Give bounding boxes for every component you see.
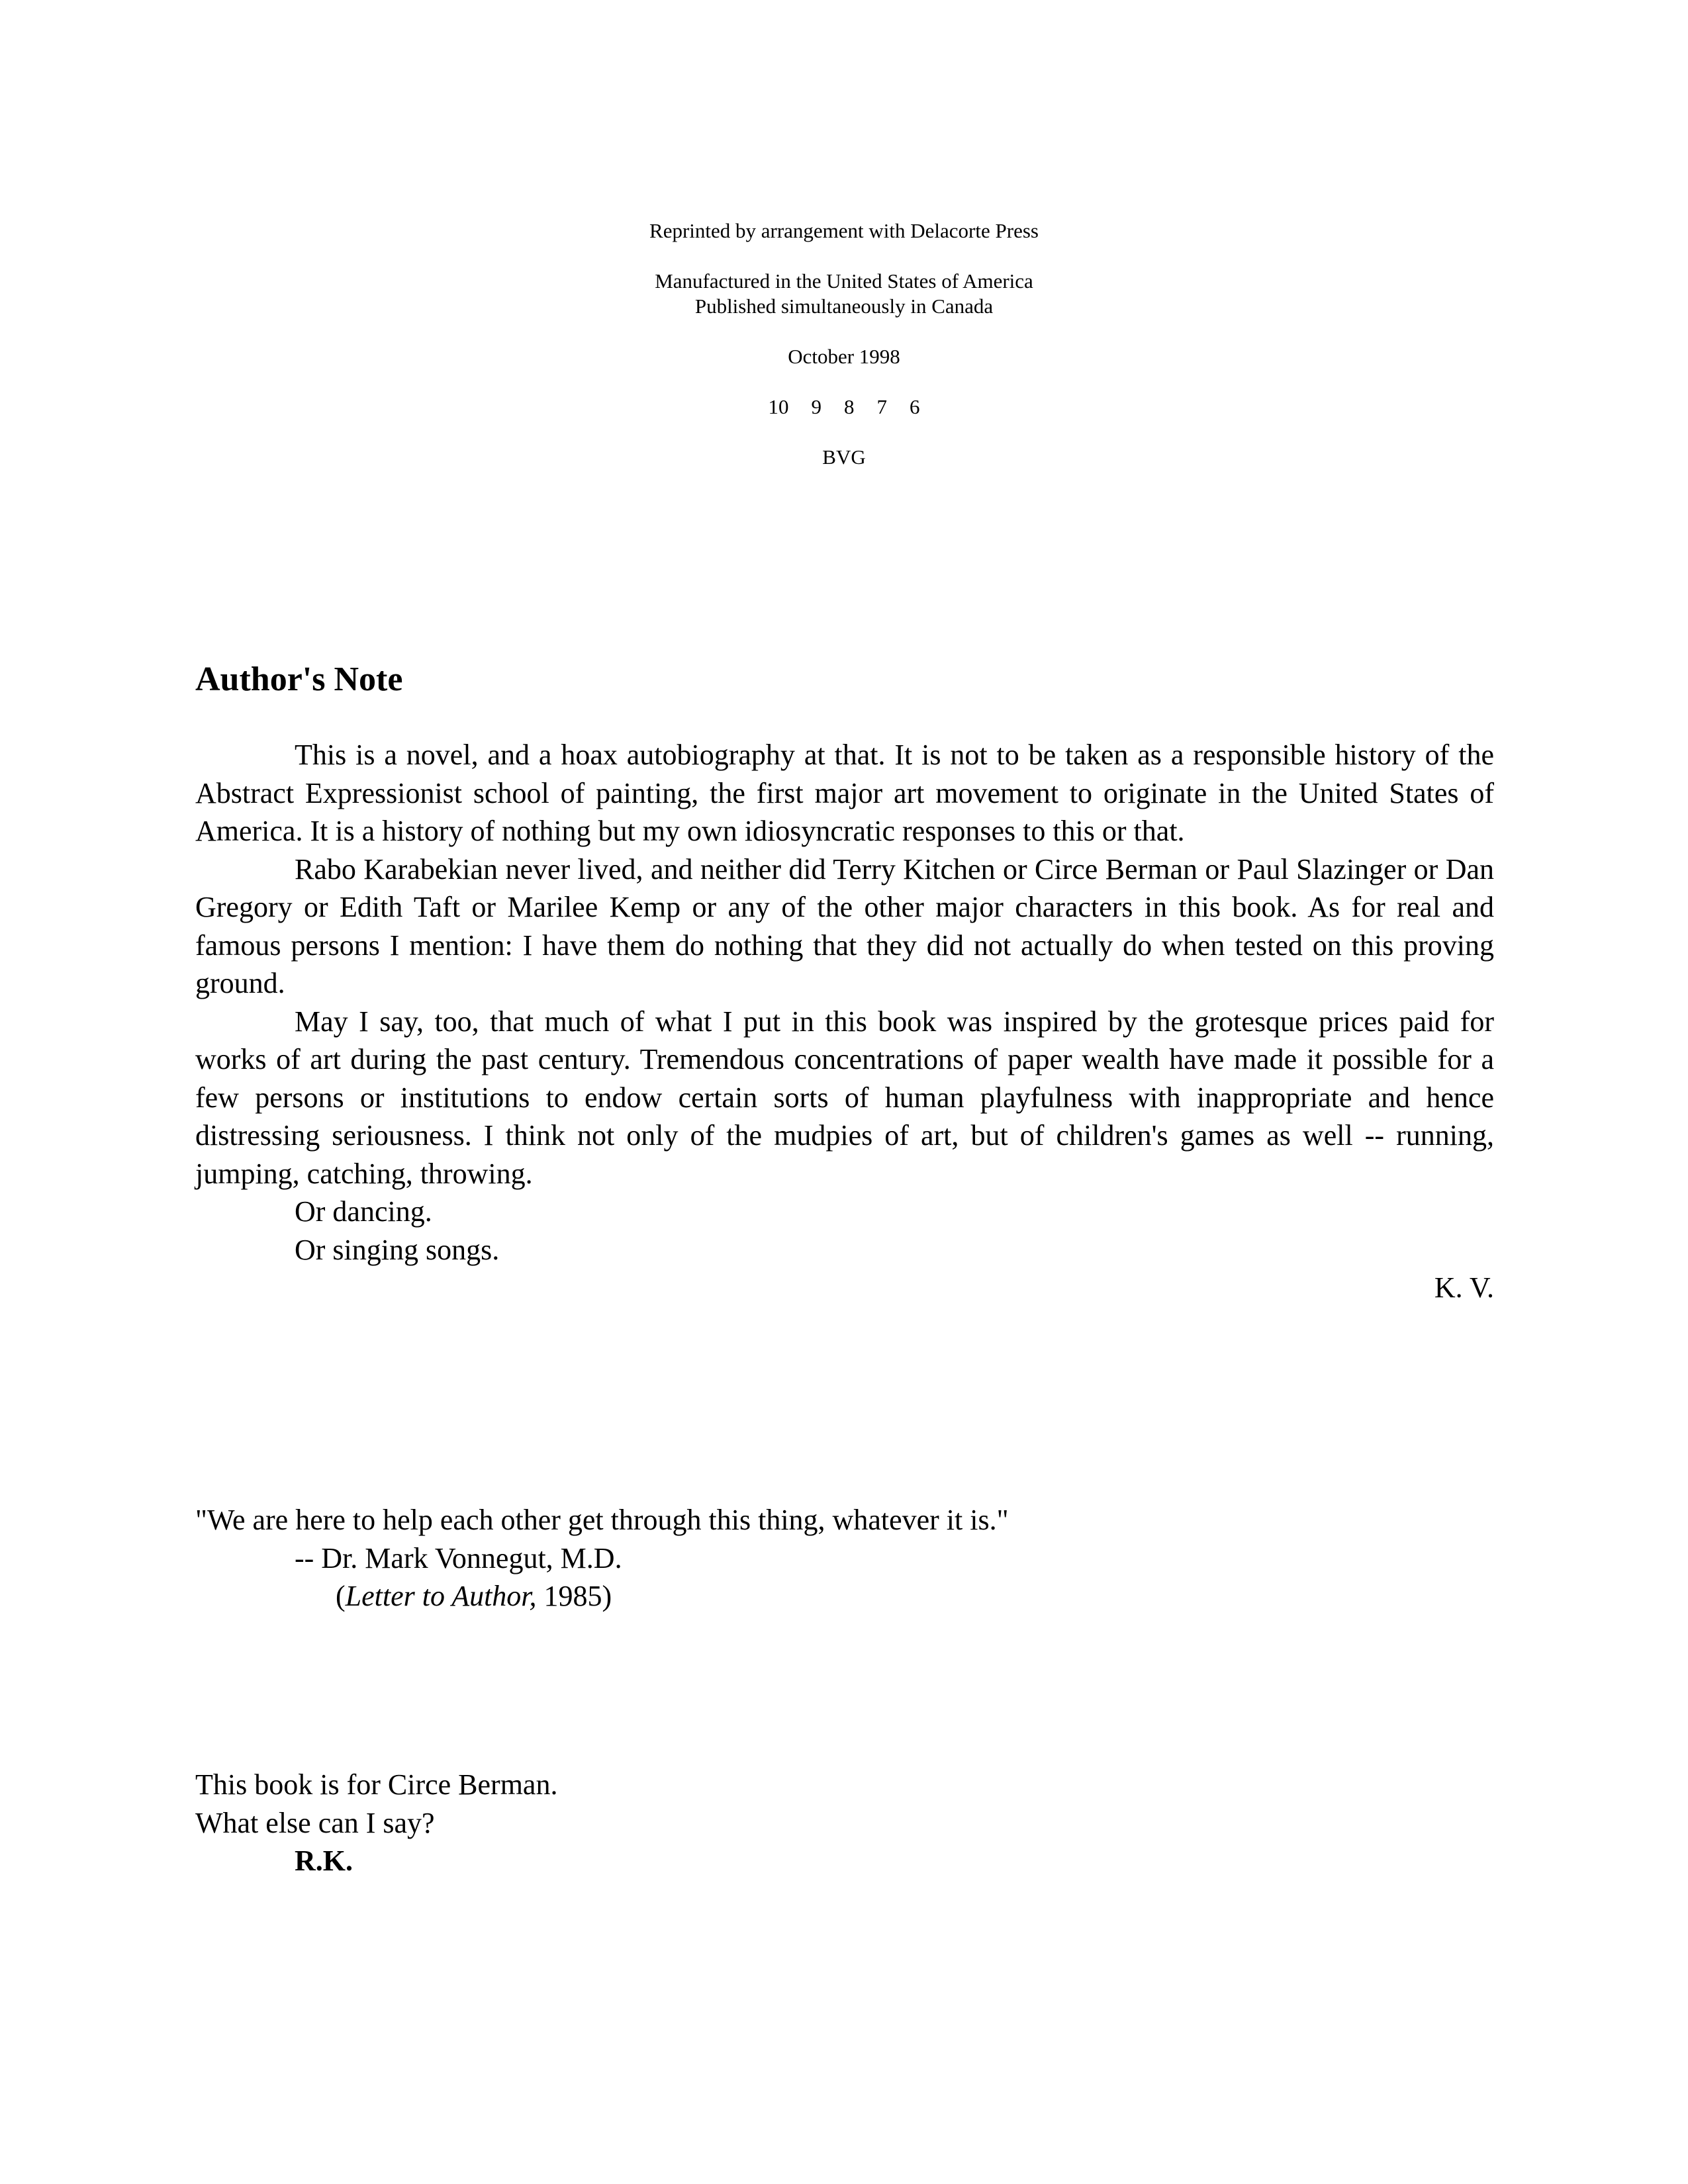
printing-number: 10 [768,395,789,418]
printing-number: 7 [876,395,887,418]
note-signature: K. V. [1434,1271,1494,1304]
printing-number: 8 [844,395,855,418]
note-paragraph: Or singing songs. [295,1233,500,1266]
epigraph-source-title: Letter to Author, [345,1580,537,1612]
note-heading: Author's Note [195,660,403,698]
note-paragraph: Or dancing. [295,1195,432,1228]
note-paragraph: May I say, too, that much of what I put in this book was inspired by the grotesque prices paid for works of art during the past century. Tremendous concentrations of paper wealth have made it possible for a few persons or institutions to endow certain sorts of human playfulness with inappropriate and hence distressing seriousness. I think not only of the mudpies of art, but of children's games as well -- running, jumping, catching, throwing. [195,1005,1494,1190]
epigraph-attribution: -- Dr. Mark Vonnegut, M.D. [295,1541,622,1574]
publication-date: October 1998 [788,345,900,368]
dedication-initials: R.K. [295,1844,353,1877]
dedication-line: What else can I say? [195,1806,435,1839]
copyright-block [0,218,1688,470]
epigraph [195,1501,1009,1615]
printing-number: 6 [910,395,920,418]
reprint-line: Reprinted by arrangement with Delacorte Press [649,219,1039,242]
note-body [195,736,1494,1269]
epigraph-source-open: ( [336,1580,346,1612]
printing-number: 9 [811,395,821,418]
epigraph-source-rest: 1985) [536,1580,612,1612]
manufactured-line: Manufactured in the United States of America [655,269,1033,293]
authors-note [195,659,1494,1307]
printer-code: BVG [822,445,866,469]
printing-numbers [0,394,1688,420]
note-paragraph: Rabo Karabekian never lived, and neither did Terry Kitchen or Circe Berman or Paul Slazinger or Dan Gregory or Edith Taft or Marilee Kemp or any of the other major characters in this book. As for real and famous persons I mention: I have them do nothing that they did not actually do when tested on this proving ground. [195,852,1494,999]
epigraph-source [195,1577,1009,1615]
published-line: Published simultaneously in Canada [694,295,994,318]
epigraph-quote: "We are here to help each other get through this thing, whatever it is." [195,1504,1009,1536]
note-paragraph: This is a novel, and a hoax autobiography at that. It is not to be taken as a responsible history of the Abstract Expressionist school of painting, the first major art movement to originate in the United States of America. It is a history of nothing but my own idiosyncratic responses to this or that. [195,739,1494,847]
dedication [195,1766,557,1880]
dedication-line: This book is for Circe Berman. [195,1768,558,1801]
